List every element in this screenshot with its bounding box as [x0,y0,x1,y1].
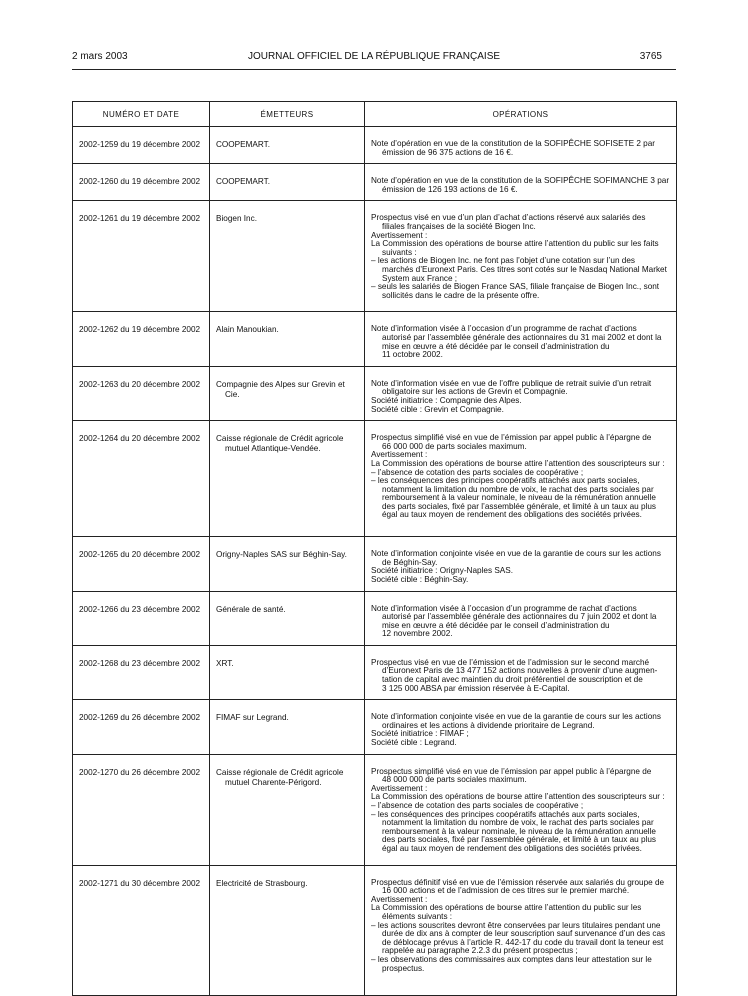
cell-numero-date: 2002-1269 du 26 décembre 2002 [73,700,210,754]
emetteur-text: Origny-Naples SAS sur Béghin-Say. [216,550,347,560]
operation-line: 12 novembre 2002. [382,629,453,639]
emetteur-text: Alain Manoukian. [216,325,279,335]
cell-numero-date: 2002-1266 du 23 décembre 2002 [73,591,210,645]
operation-line: de déblocage prévus à l’article R. 442-17 du code du travail dont la teneur est [382,937,664,947]
cell-operation [365,591,677,645]
operation-line: Société cible : Béghin-Say. [371,574,469,584]
operation-line: Avertissement : [371,783,428,793]
operation-line: d’Euronext Paris de 13 477 152 actions nouvelles à provenir d’une augmen- [382,666,658,676]
cell-operation [365,421,677,537]
cell-emetteur [210,700,365,754]
cell-operation [365,127,677,164]
operation-line: – seuls les salariés de Biogen France SAS, filiale française de Biogen Inc., sont [371,282,660,292]
operation-line: Note d’information visée à l’occasion d’un programme de rachat d’actions [371,603,637,613]
operation-line: Prospectus visé en vue d’un plan d’achat d’actions réservé aux salariés des [371,213,646,223]
operation-line: 16 000 actions et de l’admission de ces titres sur le premier marché. [382,886,630,896]
table-row [73,164,677,201]
operation-line: La Commission des opérations de bourse attire l’attention des souscripteurs sur : [371,792,665,802]
operation-line: Société cible : Legrand. [371,738,457,748]
cell-numero-date: 2002-1261 du 19 décembre 2002 [73,201,210,312]
cell-numero-date: 2002-1259 du 19 décembre 2002 [73,127,210,164]
table-body [73,127,677,996]
operation-line: marchés d’Euronext Paris. Ces titres sont cotés sur le Nasdaq National Market [382,264,667,274]
operation-line: de Béghin-Say. [382,557,438,567]
operation-line: mise en œuvre a été décidée par le conseil d’administration du [382,620,610,630]
operations-table [72,101,677,996]
operation-line: tation de capital avec maintien du droit préférentiel de souscription et de [382,675,643,685]
table-row [73,312,677,366]
cell-emetteur [210,591,365,645]
emetteur-text: XRT. [216,658,234,668]
operation-line: Prospectus simplifié visé en vue de l’émission par appel public à l’épargne de [371,766,652,776]
emetteur-text: Caisse régionale de Crédit agricole mutuel Charente-Périgord. [216,767,344,787]
emetteur-text: Compagnie des Alpes sur Grevin et Cie. [216,379,345,399]
operation-line: Note d’information visée à l’occasion d’un programme de rachat d’actions [371,324,637,334]
cell-operation [365,645,677,699]
journal-title: JOURNAL OFFICIEL DE LA RÉPUBLIQUE FRANÇAISE [247,51,501,62]
operation-line: Société initiatrice : Compagnie des Alpes. [371,395,522,405]
table-row [73,754,677,865]
cell-emetteur [210,127,365,164]
emetteur-text: Biogen Inc. [216,214,257,224]
operation-line: des parts sociales, fixé par l’assemblée générale, et limité à un taux au plus [382,501,656,511]
operation-line: 3 125 000 ABSA par émission réservée à E-Capital. [382,683,570,693]
operation-line: égal au taux moyen de rendement des obligations des sociétés privées. [382,510,642,520]
cell-numero-date: 2002-1265 du 20 décembre 2002 [73,537,210,591]
operation-line: obligatoire sur les actions de Grevin et Compagnie. [382,387,568,397]
operation-line: System aux France ; [382,273,458,283]
operation-line: sollicités dans le cadre de la présente offre. [382,290,540,300]
cell-operation [365,865,677,995]
operation-line: – les conséquences des principes coopératifs attachés aux parts sociales, [371,476,640,486]
table-row [73,421,677,537]
page-number: 3765 [639,51,662,62]
operation-line: Note d’information conjointe visée en vue de la garantie de cours sur les actions [371,712,661,722]
operation-line: Note d’opération en vue de la constitution de la SOFIPÊCHE SOFISETE 2 par [371,139,655,148]
operation-line: – les actions de Biogen Inc. ne font pas l’objet d’une cotation sur l’un des [371,256,635,266]
cell-numero-date: 2002-1270 du 26 décembre 2002 [73,754,210,865]
operation-line: Prospectus simplifié visé en vue de l’émission par appel public à l’épargne de [371,433,652,443]
operation-line: – les actions souscrites devront être conservées par leurs titulaires pendant une [371,920,661,930]
cell-operation [365,754,677,865]
operation-line: notamment la limitation du nombre de voix, le rachat des parts sociales par [382,484,654,494]
cell-numero-date: 2002-1260 du 19 décembre 2002 [73,164,210,201]
operation-line: 48 000 000 de parts sociales maximum. [382,775,527,785]
table-row [73,366,677,420]
cell-emetteur [210,201,365,312]
operation-line: Prospectus définitif visé en vue de l’émission réservée aux salariés du groupe de [371,877,665,887]
operation-line: ordinaires et les actions à dividende prioritaire de Legrand. [382,720,595,730]
header-rule [72,69,676,70]
cell-operation [365,537,677,591]
column-header-numero: NUMÉRO ET DATE [73,102,210,127]
cell-operation [365,700,677,754]
operation-line: Société initiatrice : FIMAF ; [371,729,469,739]
table-row [73,537,677,591]
page-date: 2 mars 2003 [72,51,128,62]
cell-emetteur [210,421,365,537]
cell-numero-date: 2002-1264 du 20 décembre 2002 [73,421,210,537]
cell-emetteur [210,865,365,995]
operation-line: La Commission des opérations de bourse attire l’attention du public sur les [371,903,642,913]
operation-line: Avertissement : [371,894,428,904]
operation-line: remboursement à la valeur nominale, le niveau de la rémunération annuelle [382,493,656,503]
operation-line: Avertissement : [371,450,428,460]
cell-operation [365,201,677,312]
cell-operation [365,366,677,420]
table-header-row [73,102,677,127]
operation-line: notamment la limitation du nombre de voix, le rachat des parts sociales par [382,818,654,828]
table-row [73,865,677,995]
cell-emetteur [210,754,365,865]
operation-line: – l’absence de cotation des parts sociales de coopérative ; [371,467,584,477]
cell-operation [365,312,677,366]
cell-emetteur [210,312,365,366]
operation-line: Société initiatrice : Origny-Naples SAS. [371,566,513,576]
operation-line: suivants : [382,247,417,257]
cell-numero-date: 2002-1262 du 19 décembre 2002 [73,312,210,366]
emetteur-text: Electricité de Strasbourg. [216,878,308,888]
operation-line: des parts sociales, fixé par l’assemblée générale, et limité à un taux au plus [382,835,656,845]
emetteur-text: Générale de santé. [216,604,286,614]
emetteur-text: FIMAF sur Legrand. [216,713,289,723]
table-row [73,127,677,164]
operation-line: Note d’opération en vue de la constitution de la SOFIPÊCHE SOFIMANCHE 3 par [371,176,670,186]
cell-emetteur [210,537,365,591]
table-row [73,201,677,312]
operation-line: émission de 96 375 actions de 16 €. [382,147,514,157]
operation-line: filiales françaises de la société Biogen Inc. [382,221,536,231]
operation-line: 11 octobre 2002. [382,350,443,360]
column-header-emetteurs: ÉMETTEURS [210,102,365,127]
cell-emetteur [210,366,365,420]
operation-line: Société cible : Grevin et Compagnie. [371,404,504,414]
emetteur-text: Caisse régionale de Crédit agricole mutuel Atlantique-Vendée. [216,434,344,454]
operation-line: – l’absence de cotation des parts sociales de coopérative ; [371,801,584,810]
cell-numero-date: 2002-1268 du 23 décembre 2002 [73,645,210,699]
operation-line: durée de dix ans à compter de leur souscription sauf survenance d’un des cas [382,929,666,939]
operation-line: 66 000 000 de parts sociales maximum. [382,441,527,451]
operation-line: – les conséquences des principes coopératifs attachés aux parts sociales, [371,809,640,819]
operation-line: remboursement à la valeur nominale, le niveau de la rémunération annuelle [382,826,656,836]
table-row [73,591,677,645]
operation-line: Note d’information conjointe visée en vue de la garantie de cours sur les actions [371,549,661,559]
emetteur-text: COOPEMART. [216,177,270,187]
column-header-operations: OPÉRATIONS [365,102,677,127]
operation-line: mise en œuvre a été décidée par le conseil d’administration du [382,341,610,351]
cell-emetteur [210,645,365,699]
operation-line: égal au taux moyen de rendement des obligations des sociétés privées. [382,843,642,853]
cell-numero-date: 2002-1271 du 30 décembre 2002 [73,865,210,995]
operation-line: autorisé par l’assemblée générale des actionnaires du 7 juin 2002 et dont la [382,612,657,622]
operation-line: autorisé par l’assemblée générale des actionnaires du 31 mai 2002 et dont la [382,332,662,342]
operation-line: Prospectus visé en vue de l’émission et de l’admission sur le second marché [371,657,650,667]
operation-line: – les observations des commissaires aux comptes dans leur attestation sur le [371,954,652,964]
operation-line: Avertissement : [371,230,428,240]
operation-line: éléments suivants : [382,912,453,921]
table-row [73,700,677,754]
operation-line: prospectus. [382,963,425,973]
emetteur-text: COOPEMART. [216,140,270,149]
operation-line: émission de 126 193 actions de 16 €. [382,184,518,194]
cell-emetteur [210,164,365,201]
operation-line: La Commission des opérations de bourse attire l’attention du public sur les faits [371,239,659,249]
operation-line: Note d’information visée en vue de l’offre publique de retrait suivie d’un retrait [371,378,652,388]
operation-line: rappelée au paragraphe 2.2.3 du présent prospectus ; [382,946,578,956]
cell-numero-date: 2002-1263 du 20 décembre 2002 [73,366,210,420]
cell-operation [365,164,677,201]
operation-line: La Commission des opérations de bourse attire l’attention des souscripteurs sur : [371,458,665,468]
table-row [73,645,677,699]
